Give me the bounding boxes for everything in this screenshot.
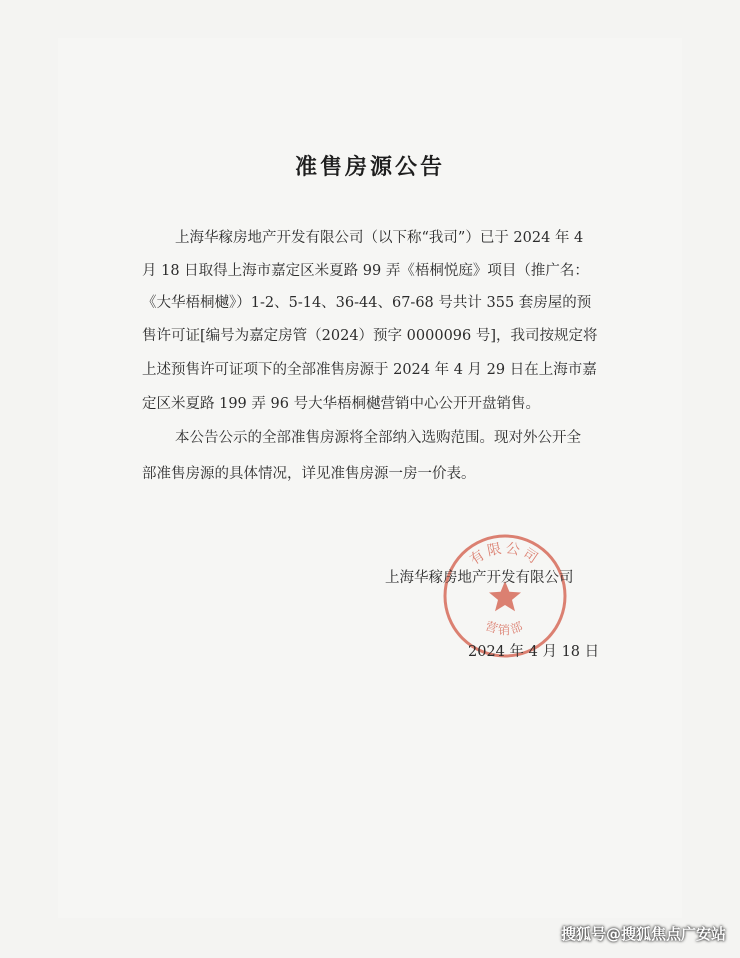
seal-text-bottom: 营销部 [483, 618, 527, 637]
signature-date: 2024 年 4 月 18 日 [468, 644, 600, 660]
seal-text-top: 有限公司 [467, 540, 543, 569]
company-signature: 上海华稼房地产开发有限公司 [385, 570, 574, 586]
paragraph-2-line-2: 部准售房源的具体情况，详见准售房源一房一价表。 [142, 466, 476, 482]
page-title: 准售房源公告 [294, 154, 445, 180]
paragraph-1-line-5: 上述预售许可证项下的全部准售房源于 2024 年 4 月 29 日在上海市嘉 [142, 362, 597, 378]
paragraph-1-line-6: 定区米夏路 199 弄 96 号大华梧桐樾营销中心公开开盘销售。 [142, 396, 541, 412]
paragraph-1-line-3: 《大华梧桐樾》）1-2、5-14、36-44、67-68 号共计 355 套房屋的预 [142, 295, 592, 311]
source-watermark: 搜狐号@搜狐焦点广安站 [560, 925, 726, 943]
paragraph-1-line-4: 售许可证[编号为嘉定房管（2024）预字 0000096 号]，我司按规定将 [142, 328, 598, 344]
paragraph-1-line-2: 月 18 日取得上海市嘉定区米夏路 99 弄《梧桐悦庭》项目（推广名： [142, 263, 589, 279]
paragraph-2-line-1: 本公告公示的全部准售房源将全部纳入选购范围。现对外公开全 [175, 430, 581, 446]
paragraph-1-line-1: 上海华稼房地产开发有限公司（以下称“我司”）已于 2024 年 4 [175, 230, 584, 246]
